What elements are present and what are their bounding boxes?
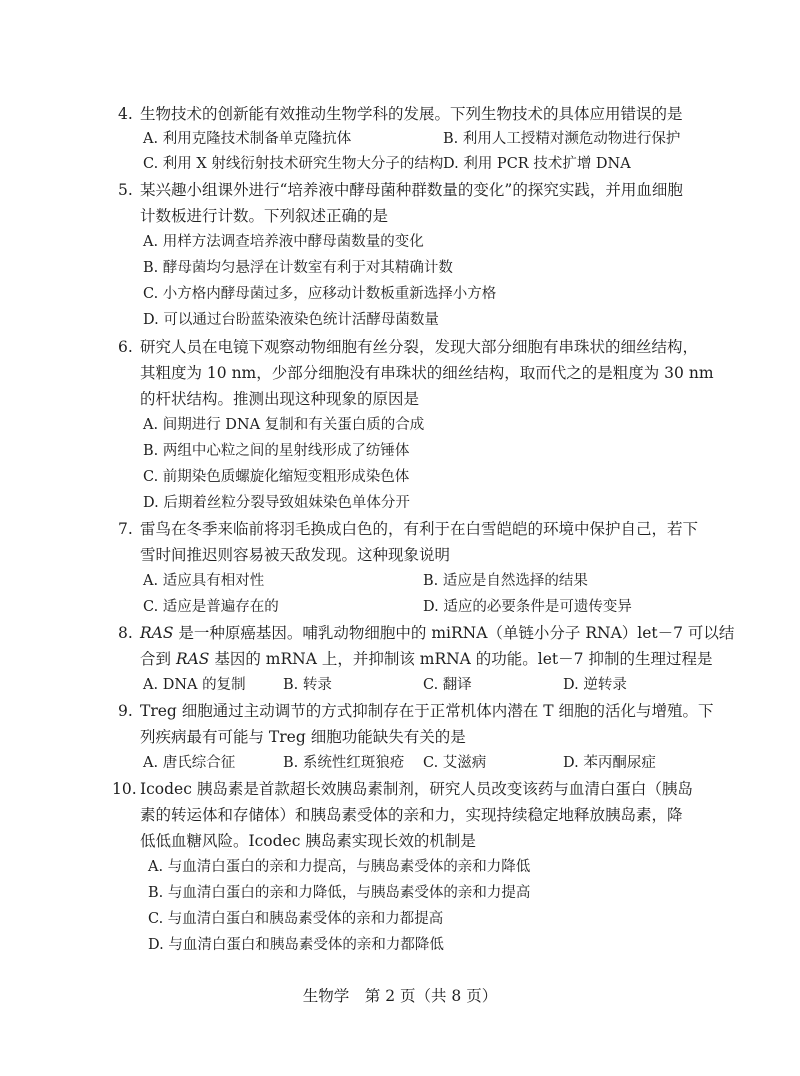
option-d: D. 适应的必要条件是可遗传变异	[423, 599, 632, 615]
question-stem-line-2: 计数板进行计数。下列叙述正确的是	[140, 207, 389, 225]
question-stem-line-2: 雪时间推迟则容易被天敌发现。这种现象说明	[140, 546, 451, 564]
option-a: A. 间期进行 DNA 复制和有关蛋白质的合成	[143, 417, 425, 433]
option-d: D. 苯丙酮尿症	[563, 755, 656, 771]
option-a: A. 与血清白蛋白的亲和力提高，与胰岛素受体的亲和力降低	[148, 859, 531, 875]
question-stem-line-3: 低低血糖风险。Icodec 胰岛素实现长效的机制是	[140, 832, 476, 850]
question-number: 6.	[118, 338, 133, 356]
option-b: B. 利用人工授精对濒危动物进行保护	[443, 131, 681, 147]
question-stem-line-1: Icodec 胰岛素是首款超长效胰岛素制剂，研究人员改变该药与血清白蛋白（胰岛	[140, 780, 693, 798]
option-a: A. 适应具有相对性	[143, 573, 265, 589]
option-a: A. 用样方法调查培养液中酵母菌数量的变化	[143, 234, 424, 250]
option-a: A. 利用克隆技术制备单克隆抗体	[143, 131, 352, 147]
option-b: B. 酵母菌均匀悬浮在计数室有利于对其精确计数	[143, 260, 453, 276]
page-footer: 生物学 第 2 页（共 8 页）	[302, 987, 498, 1005]
option-b: B. 与血清白蛋白的亲和力降低，与胰岛素受体的亲和力提高	[148, 885, 531, 901]
option-d: D. 利用 PCR 技术扩增 DNA	[443, 156, 631, 172]
option-a: A. 唐氏综合征	[143, 755, 236, 771]
stem-text: 是一种原癌基因。哺乳动物细胞中的 miRNA（单链小分子 RNA）let－7 可以结	[173, 624, 735, 642]
option-c: C. 适应是普遍存在的	[143, 599, 279, 615]
question-number: 10.	[112, 780, 137, 798]
option-d: D. 后期着丝粒分裂导致姐妹染色单体分开	[143, 495, 410, 511]
question-stem-line-1: 某兴趣小组课外进行“培养液中酵母菌种群数量的变化”的探究实践，并用血细胞	[140, 181, 683, 199]
question-stem: 生物技术的创新能有效推动生物学科的发展。下列生物技术的具体应用错误的是	[140, 105, 683, 123]
option-c: C. 艾滋病	[423, 755, 487, 771]
question-stem-line-1: 雷鸟在冬季来临前将羽毛换成白色的，有利于在白雪皑皑的环境中保护自己，若下	[140, 520, 699, 538]
question-stem-line-2: 列疾病最有可能与 Treg 细胞功能缺失有关的是	[140, 728, 466, 746]
question-stem-line-2: 其粗度为 10 nm，少部分细胞没有串珠状的细丝结构，取而代之的是粗度为 30 nm	[140, 364, 714, 382]
question-stem-line-2: 素的转运体和存储体）和胰岛素受体的亲和力，实现持续稳定地释放胰岛素，降	[140, 806, 683, 824]
question-stem-line-2	[140, 648, 712, 670]
question-number: 9.	[118, 702, 133, 720]
question-number: 4.	[118, 105, 133, 123]
option-b: B. 转录	[283, 677, 332, 693]
option-b: B. 系统性红斑狼疮	[283, 755, 405, 771]
gene-name: RAS	[140, 624, 174, 642]
option-b: B. 两组中心粒之间的星射线形成了纺锤体	[143, 443, 410, 459]
option-d: D. 与血清白蛋白和胰岛素受体的亲和力都降低	[148, 937, 444, 953]
question-number: 7.	[118, 520, 133, 538]
option-c: C. 前期染色质螺旋化缩短变粗形成染色体	[143, 469, 410, 485]
question-stem-line-1: 研究人员在电镜下观察动物细胞有丝分裂，发现大部分细胞有串珠状的细丝结构，	[140, 338, 699, 356]
option-d: D. 逆转录	[563, 677, 627, 693]
question-stem-line-1	[140, 622, 734, 644]
option-c: C. 翻译	[423, 677, 472, 693]
option-c: C. 小方格内酵母菌过多，应移动计数板重新选择小方格	[143, 286, 497, 302]
question-stem-line-3: 的杆状结构。推测出现这种现象的原因是	[140, 390, 420, 408]
option-d: D. 可以通过台盼蓝染液染色统计活酵母菌数量	[143, 312, 439, 328]
stem-text: 基因的 mRNA 上，并抑制该 mRNA 的功能。let－7 抑制的生理过程是	[209, 650, 713, 668]
gene-name: RAS	[175, 650, 210, 668]
option-b: B. 适应是自然选择的结果	[423, 573, 588, 589]
option-c: C. 与血清白蛋白和胰岛素受体的亲和力都提高	[148, 911, 444, 927]
option-a: A. DNA 的复制	[143, 677, 246, 693]
stem-text: 合到	[140, 650, 176, 668]
option-c: C. 利用 X 射线衍射技术研究生物大分子的结构	[143, 156, 444, 172]
question-stem-line-1: Treg 细胞通过主动调节的方式抑制存在于正常机体内潜在 T 细胞的活化与增殖。下	[140, 702, 714, 720]
question-number: 8.	[118, 624, 133, 642]
question-number: 5.	[118, 181, 133, 199]
